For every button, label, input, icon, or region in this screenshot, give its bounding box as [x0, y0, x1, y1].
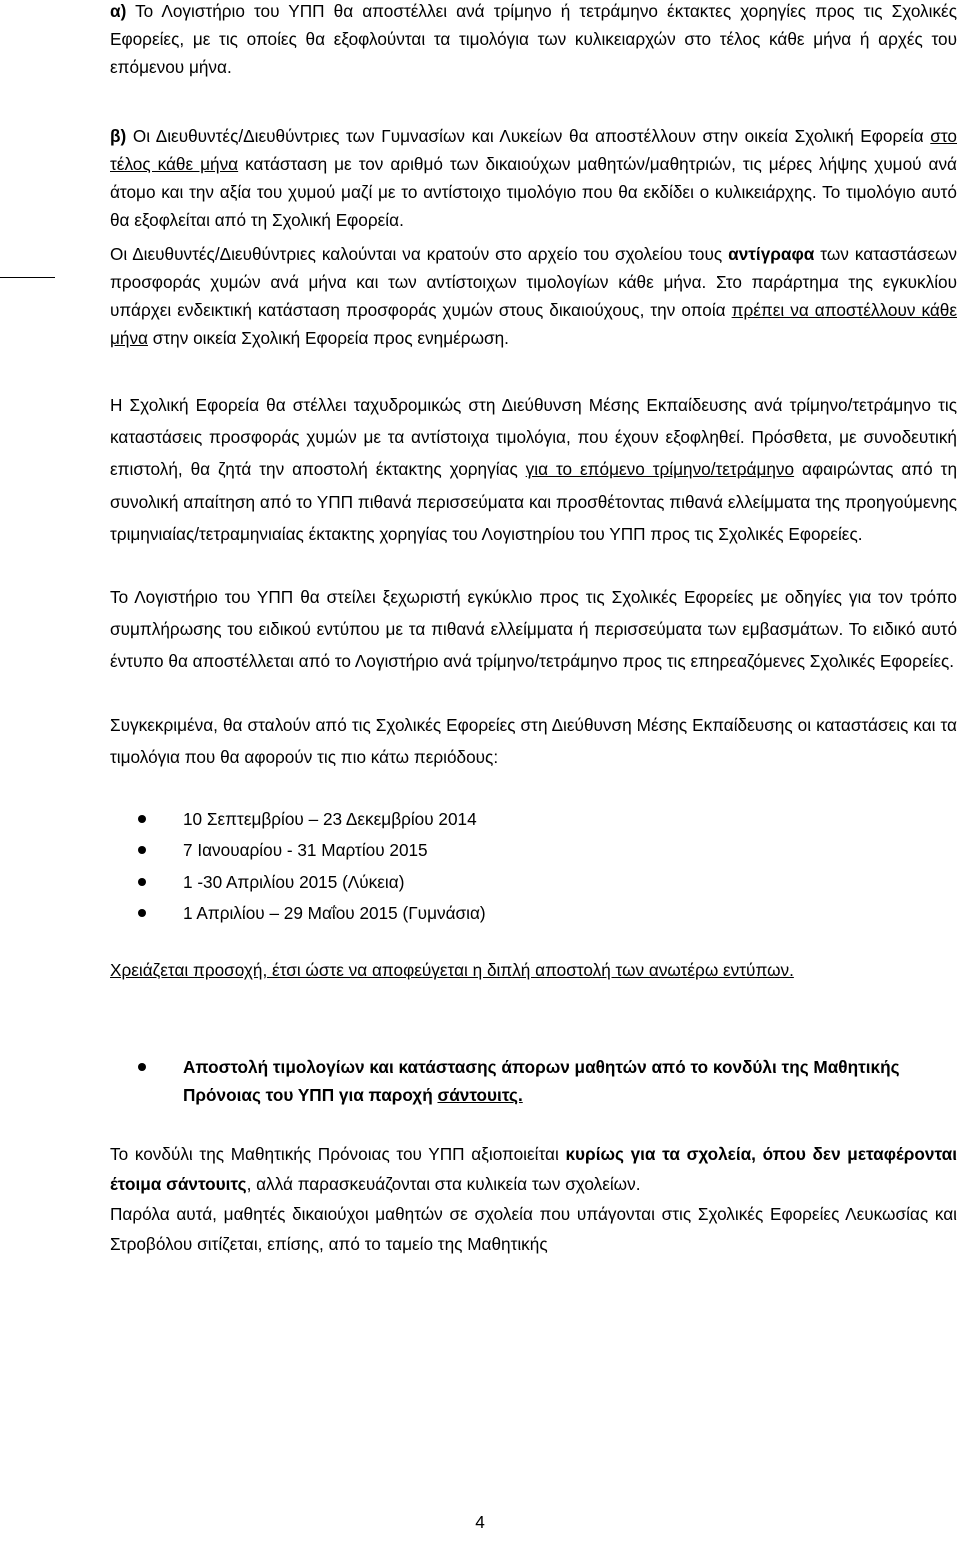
paragraph-board-underlined: για το επόμενο τρίμηνο/τετράμηνο — [525, 459, 795, 480]
section-heading-underlined: σάντουιτς. — [437, 1085, 523, 1106]
paragraph-copies-text-1: Οι Διευθυντές/Διευθύντριες καλούνται να κρατούν στο αρχείο του σχολείου τους — [110, 244, 729, 264]
paragraph-copies-underlined: πρέπει να αποστέλλουν κάθε μήνα — [110, 300, 958, 348]
page-number: 4 — [475, 1512, 485, 1532]
paragraph-periods: Συγκεκριμένα, θα σταλούν από τις Σχολικές Εφορείες στη Διεύθυνση Μέσης Εκπαίδευσης οι καταστάσεις και τα τιμολόγια που θα αφορούν τις πιο κάτω περιόδους: — [110, 714, 957, 767]
margin-rule — [0, 277, 55, 278]
section-heading-text: Αποστολή τιμολογίων και κατάστασης άπορων μαθητών από το κονδύλι της Μαθητικής Πρόνοιας του ΥΠΠ για παροχή — [183, 1057, 900, 1106]
bullet-icon — [138, 1063, 146, 1071]
list-item — [110, 898, 957, 929]
paragraph-fund-text-2: , αλλά παρασκευάζονται στα κυλικεία των σχολείων. — [246, 1174, 641, 1195]
paragraph-fund-text-1: Το κονδύλι της Μαθητικής Πρόνοιας του ΥΠΠ αξιοποιείται — [110, 1144, 566, 1165]
period-text: 7 Ιανουαρίου - 31 Μαρτίου 2015 — [183, 840, 428, 861]
paragraph-accounts: Το Λογιστήριο του ΥΠΠ θα στείλει ξεχωριστή εγκύκλιο προς τις Σχολικές Εφορείες με οδηγίες για τον τρόπο συμπλήρωσης του ειδικού εντύπου με τα πιθανά ελλείμματα ή περισσεύματα των εμβασμάτων. Το ειδικό αυτό έντυπο θα αποστέλλεται από το Λογιστήριο ανά τρίμηνο/τετράμηνο προς τις επηρεαζόμενες Σχολικές Εφορείες. — [110, 587, 957, 672]
paragraph-copies-text-2: των καταστάσεων προσφοράς χυμών ανά μήνα και των αντίστοιχων τιμολογίων κάθε μήνα. Στο παράρτημα της εγκυκλίου υπάρχει ενδεικτική κατάσταση προσφοράς χυμών στους δικαιούχους, την οποία — [110, 244, 957, 320]
period-text: 1 Απριλίου – 29 Μαΐου 2015 (Γυμνάσια) — [183, 902, 486, 923]
paragraph-board-text-1: Η Σχολική Εφορεία θα στέλλει ταχυδρομικώς στη Διεύθυνση Μέσης Εκπαίδευσης ανά τρίμηνο/τετράμηνο τις καταστάσεις προσφοράς χυμών με τα αντίστοιχα τιμολόγια, που έχουν εξοφληθεί. Πρόσθετα, με συνοδευτική επιστολή, θα ζητά την αποστολή έκτακτης χορηγίας — [110, 395, 957, 480]
paragraph-copies — [110, 240, 957, 352]
bullet-icon — [138, 846, 146, 854]
list-item — [110, 835, 957, 866]
period-text: 10 Σεπτεμβρίου – 23 Δεκεμβρίου 2014 — [183, 809, 477, 830]
period-text: 1 -30 Απριλίου 2015 (Λύκεια) — [183, 871, 405, 892]
paragraph-b-label: β) — [110, 126, 127, 146]
paragraph-b-underlined: στο τέλος κάθε μήνα — [110, 126, 957, 174]
paragraph-b-text-1: Οι Διευθυντές/Διευθύντριες των Γυμνασίων και Λυκείων θα αποστέλλουν στην οικεία Σχολική Εφορεία — [126, 126, 931, 146]
bullet-icon — [138, 878, 146, 886]
list-item — [110, 867, 957, 898]
paragraph-fund — [110, 1139, 957, 1199]
paragraph-a-text: Το Λογιστήριο του ΥΠΠ θα αποστέλλει ανά τρίμηνο ή τετράμηνο έκτακτες χορηγίες προς τις Σχολικές Εφορείες, με τις οποίες θα εξοφλούνται τα τιμολόγια των κυλικειαρχών στο τέλος κάθε μήνα ή αρχές του επόμενου μήνα. — [110, 1, 957, 77]
bullet-icon — [138, 815, 146, 823]
bullet-icon — [138, 909, 146, 917]
list-item — [110, 804, 957, 835]
periods-list — [110, 804, 957, 929]
paragraph-a — [110, 0, 957, 81]
paragraph-copies-text-3: στην οικεία Σχολική Εφορεία προς ενημέρωση. — [148, 328, 509, 348]
section-heading — [110, 1053, 957, 1109]
paragraph-school-board — [110, 389, 957, 550]
paragraph-fund-bold: κυρίως για τα σχολεία, όπου δεν μεταφέρονται έτοιμα σάντουιτς — [110, 1144, 958, 1195]
document-page — [110, 0, 957, 1259]
paragraph-b-text-2: κατάσταση με τον αριθμό των δικαιούχων μαθητών/μαθητριών, τις μέρες λήψης χυμού ανά άτομο και την αξία του χυμού μαζί με το αντίστοιχο τιμολόγιο που θα εκδίδει ο κυλικειάρχης. Το τιμολόγιο αυτό θα εξοφλείται από τη Σχολική Εφορεία. — [110, 154, 957, 230]
paragraph-last: Παρόλα αυτά, μαθητές δικαιούχοι μαθητών σε σχολεία που υπάγονται στις Σχολικές Εφορείες Λευκωσίας και Στροβόλου σιτίζεται, επίσης, από το ταμείο της Μαθητικής — [110, 1204, 957, 1255]
paragraph-copies-bold: αντίγραφα — [728, 244, 815, 264]
paragraph-board-text-2: αφαιρώντας από τη συνολική απαίτηση από το ΥΠΠ πιθανά περισσεύματα και προσθέτοντας πιθανά ελλείμματα της προηγούμενης τριμηνιαίας/τετραμηνιαίας έκτακτης χορηγίας του Λογιστηρίου του ΥΠΠ προς τις Σχολικές Εφορείες. — [110, 459, 958, 544]
warning-note: Χρειάζεται προσοχή, έτσι ώστε να αποφεύγεται η διπλή αποστολή των ανωτέρω εντύπων. — [110, 960, 794, 981]
paragraph-a-label: α) — [110, 1, 127, 21]
paragraph-b — [110, 122, 957, 234]
